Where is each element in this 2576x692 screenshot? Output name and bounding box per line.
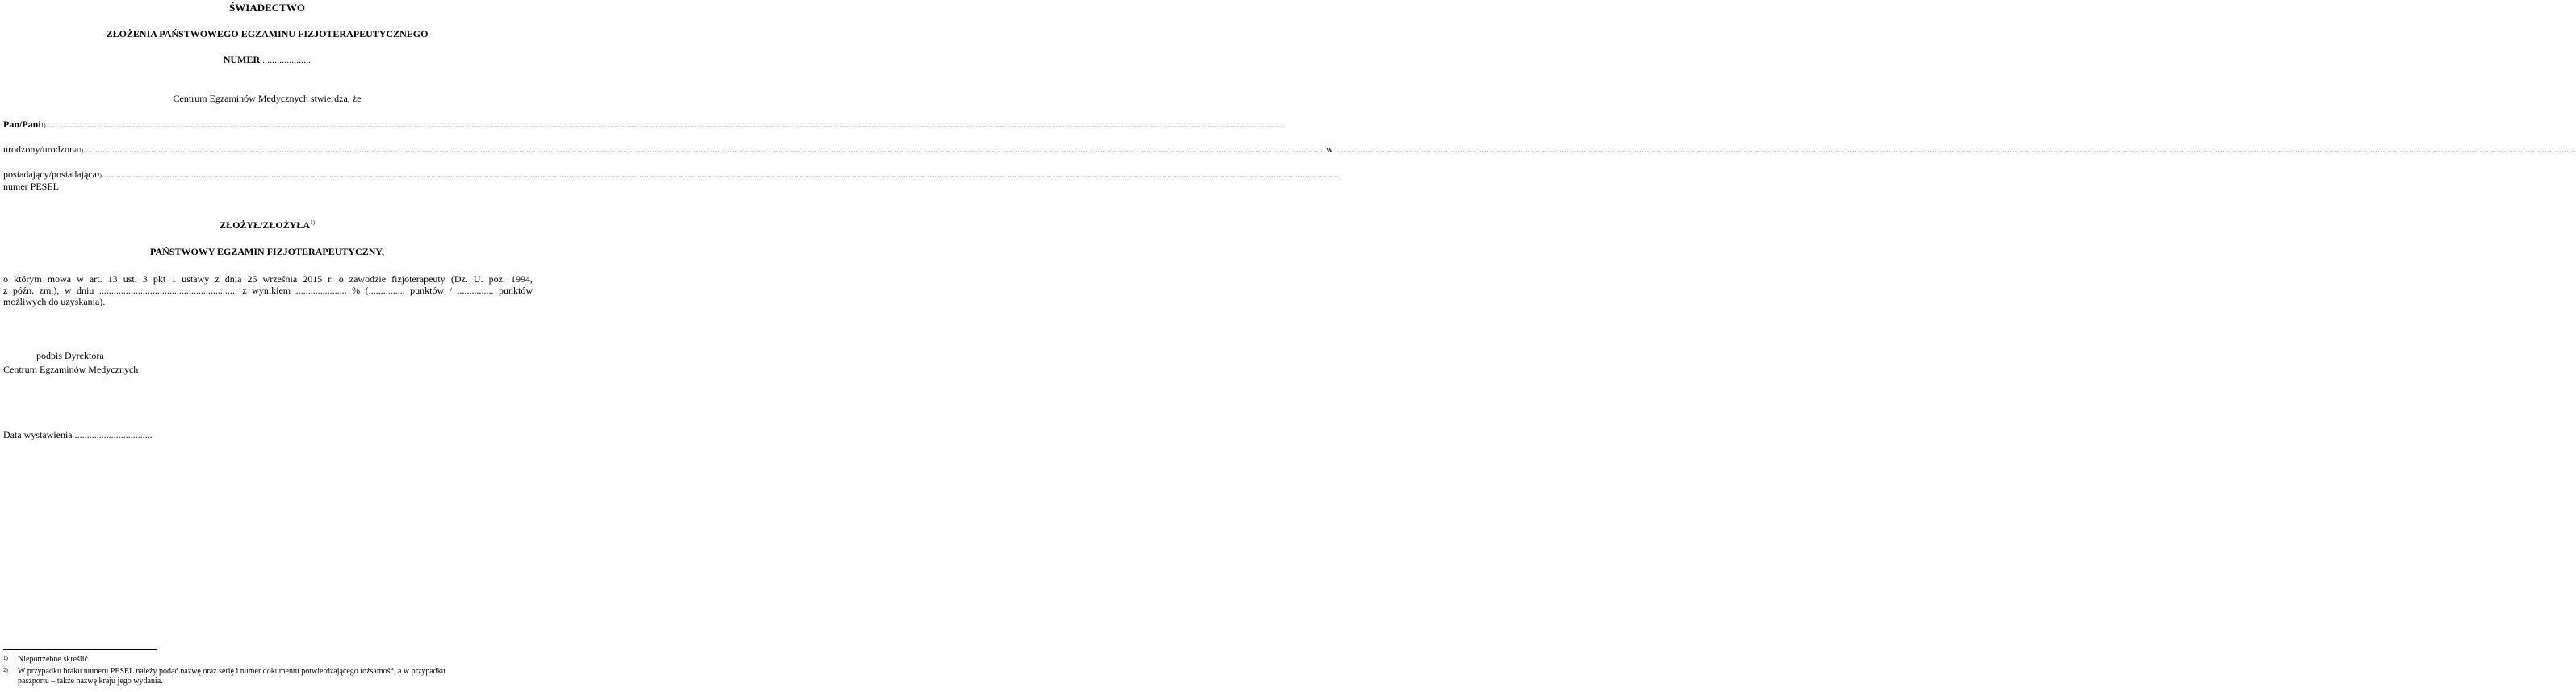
paragraph-line-1: o którym mowa w art. 13 ust. 3 pkt 1 ustawy z dnia 25 września 2015 r. o zawodzie fizjoterapeuty (Dz. U. poz. 1994, [3,273,533,285]
signature-line-1: podpis Dyrektora [36,350,104,361]
passed-footnote-mark: 1) [310,219,315,226]
pesel-field-row: posiadający/posiadająca numer PESEL 2) ................................................................................................................................................................................................................................................................................................................................................................................................................................................................................................................................ [3,169,1341,192]
footnote-1-mark: 1) [3,655,8,661]
document-subtitle: ZŁOŻENIA PAŃSTWOWEGO EGZAMINU FIZJOTERAPEUTYCZNEGO [106,28,429,40]
passed-heading [0,219,534,231]
name-dots: ................................................................................................................................................................................................................................................................................................................................................................................................................................................................................................................................ [45,119,1286,130]
pesel-label: posiadający/posiadająca numer PESEL [3,169,97,192]
pesel-dots: ................................................................................................................................................................................................................................................................................................................................................................................................................................................................................................................................ [101,169,1341,180]
passed-label: ZŁOŻYŁ/ZŁOŻYŁA [220,219,311,231]
number-dots: .................... [262,54,312,65]
exam-name: PAŃSTWOWY EGZAMIN FIZJOTERAPEUTYCZNY, [150,246,384,257]
footnote-separator [3,649,157,650]
issue-date [3,429,153,441]
birth-date-dots: ................................................................................................................................................................................................................................................................................................................................................................................................................................................................................................................................ [83,144,1324,155]
footnote-2-mark: 2) [3,667,8,673]
footnote-2-text-line-2: paszportu – także nazwę kraju jego wydania. [18,677,163,686]
footnote-2 [3,667,533,686]
footnote-1 [3,655,533,665]
name-field-row: Pan/Pani 1) ................................................................................................................................................................................................................................................................................................................................................................................................................................................................................................................................ [3,119,1286,130]
born-in-label: w [1326,144,1333,155]
signature-line-2: Centrum Egzaminów Medycznych [3,364,139,375]
born-label: urodzony/urodzona [3,144,79,155]
footnote-1-text: Niepotrzebne skreślić. [18,655,90,664]
document-title: ŚWIADECTWO [229,2,305,14]
issue-date-label: Data wystawienia [3,429,73,440]
number-label: NUMER [223,54,261,65]
birth-place-dots: ................................................................................................................................................................................................................................................................................................................................................................................................................................................................................................................................ [1336,144,2576,155]
issue-date-dots: ................................ [74,429,153,440]
certificate-number [0,54,534,66]
footnote-2-text-line-1: W przypadku braku numeru PESEL należy podać nazwę oraz serię i numer dokumentu potwierdzającego tożsamość, a w przypadku [18,667,445,676]
paragraph-line-3: możliwych do uzyskania). [3,296,106,307]
birth-field-row: urodzony/urodzona 1) ................................................................................................................................................................................................................................................................................................................................................................................................................................................................................................................................ w ................................................................................................................................................................................................................................................................................................................................................................................................................................................................................................................................ [3,144,2576,155]
intro-text: Centrum Egzaminów Medycznych stwierdza, że [173,93,362,104]
paragraph-line-2: z późn. zm.), w dniu ......................................................... z wynikiem ..................... % (............... punktów / ............... punktów [3,285,533,296]
exam-details-paragraph [3,273,533,307]
name-label: Pan/Pani [3,119,41,130]
